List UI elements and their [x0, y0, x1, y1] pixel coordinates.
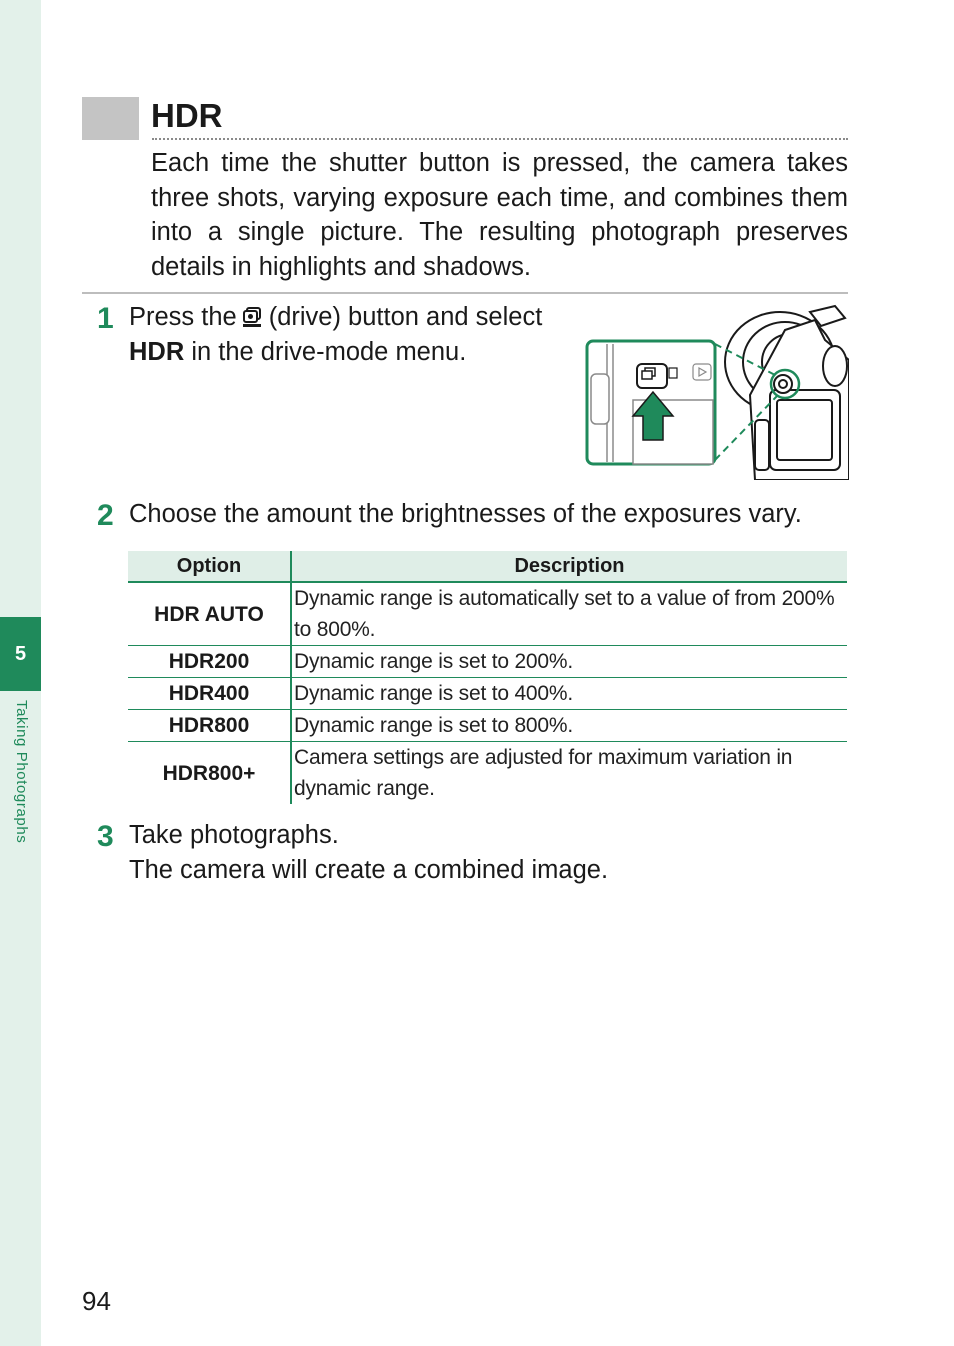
chapter-number: 5 — [14, 643, 27, 665]
camera-illustration — [585, 300, 849, 480]
option-column-header: Option — [128, 551, 291, 582]
step-1-bold-term: HDR — [129, 337, 185, 366]
option-cell: HDR400 — [128, 678, 291, 710]
step-1-text-after: (drive) button and select — [268, 303, 543, 331]
step-2-text: Choose the amount the brightnesses of the exposures vary. — [129, 500, 802, 528]
description-cell: Dynamic range is automatically set to a value of from 200% to 800%. — [291, 582, 847, 646]
chapter-label: Taking Photographs — [13, 700, 30, 844]
drive-mode-icon — [241, 306, 263, 328]
title-marker — [82, 97, 139, 140]
step-1-number: 1 — [97, 302, 114, 335]
zoom-inset — [587, 341, 715, 464]
step-1-text-before: Press the — [129, 303, 237, 331]
option-cell: HDR800 — [128, 710, 291, 742]
step-1-text-end: in the drive-mode menu. — [191, 337, 467, 366]
camera-body — [725, 306, 849, 480]
section-title: HDR — [151, 97, 223, 134]
option-cell: HDR800+ — [128, 742, 291, 805]
step-2-number: 2 — [97, 499, 114, 532]
step-3-number: 3 — [97, 820, 114, 853]
table-row — [128, 742, 847, 805]
description-cell: Dynamic range is set to 200%. — [291, 646, 847, 678]
page-number: 94 — [82, 1286, 111, 1316]
description-cell: Dynamic range is set to 800%. — [291, 710, 847, 742]
step-3-text — [129, 818, 849, 887]
step-3-line-1: Take photographs. — [129, 821, 339, 849]
section-separator — [82, 292, 848, 294]
option-cell: HDR200 — [128, 646, 291, 678]
description-cell: Camera settings are adjusted for maximum variation in dynamic range. — [294, 746, 793, 800]
table-row — [128, 646, 847, 678]
table-header-row — [128, 551, 847, 582]
step-3-line-2: The camera will create a combined image. — [129, 855, 609, 884]
option-cell: HDR AUTO — [128, 582, 291, 646]
description-column-header: Description — [291, 551, 847, 582]
description-cell: Dynamic range is set to 400%. — [291, 678, 847, 710]
table-row — [128, 582, 847, 646]
table-row — [128, 678, 847, 710]
hdr-options-table — [128, 551, 847, 804]
table-row — [128, 710, 847, 742]
step-1-text — [129, 300, 579, 369]
intro-paragraph: Each time the shutter button is pressed, the camera takes three shots, varying exposure each time, and combines them into a single picture. The resulting photograph preserves details in highlights and shadows. — [151, 149, 848, 281]
title-divider — [152, 138, 848, 140]
